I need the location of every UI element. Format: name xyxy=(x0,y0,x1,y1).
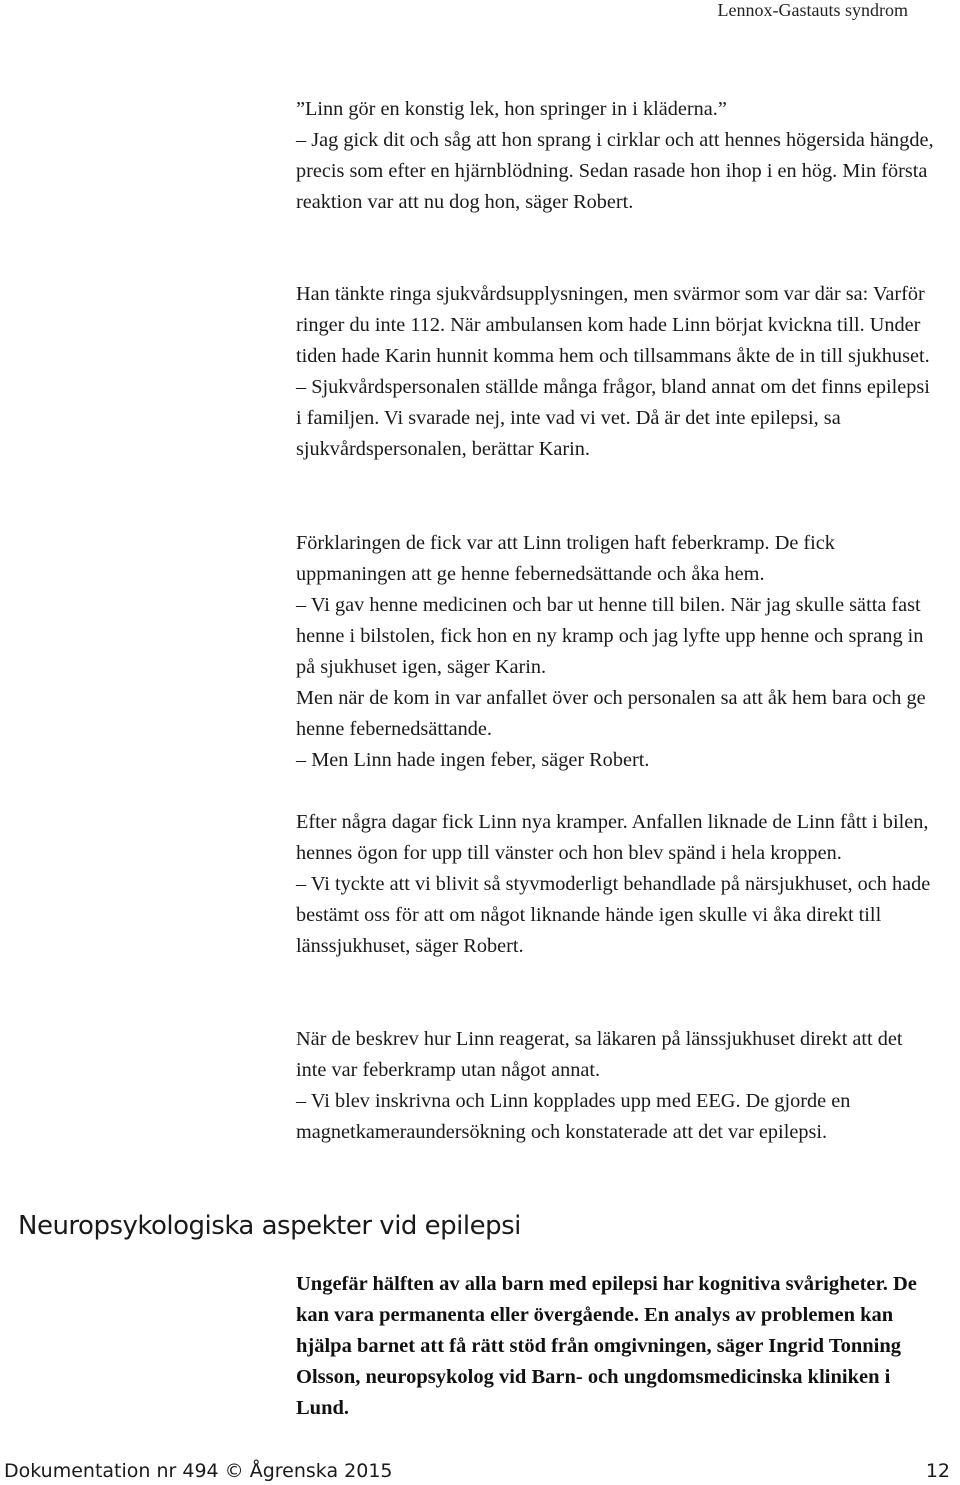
story-paragraph-4 xyxy=(296,807,936,962)
paragraph-line: Men när de kom in var anfallet över och personalen sa att åk hem bara och ge henne febernedsättande. xyxy=(296,687,926,740)
paragraph-line: När de beskrev hur Linn reagerat, sa läkaren på länssjukhuset direkt att det inte var feberkramp utan något annat. xyxy=(296,1028,903,1081)
page-number: 12 xyxy=(925,1460,950,1482)
paragraph-line: – Sjukvårdspersonalen ställde många frågor, bland annat om det finns epilepsi i familjen. Vi svarade nej, inte vad vi vet. Då är det inte epilepsi, sa sjukvårdspersonalen, berättar Karin. xyxy=(296,376,930,460)
paragraph-line: – Vi tyckte att vi blivit så styvmoderligt behandlade på närsjukhuset, och hade bestämt oss för att om något liknande hände igen skulle vi åka direkt till länssjukhuset, säger Robert. xyxy=(296,873,931,957)
section-heading: Neuropsykologiska aspekter vid epilepsi xyxy=(18,1211,521,1241)
footer-doc-info: Dokumentation nr 494 © Ågrenska 2015 xyxy=(4,1460,393,1482)
paragraph-line: Han tänkte ringa sjukvårdsupplysningen, men svärmor som var där sa: Varför ringer du inte 112. När ambulansen kom hade Linn börjat kvickna till. Under tiden hade Karin hunnit komma hem och tillsammans åkte de in till sjukhuset. xyxy=(296,283,930,367)
story-paragraph-3 xyxy=(296,528,936,776)
paragraph-line: – Vi blev inskrivna och Linn kopplades upp med EEG. De gjorde en magnetkameraundersökning och konstaterade att det var epilepsi. xyxy=(296,1090,851,1143)
paragraph-line: ”Linn gör en konstig lek, hon springer in i kläderna.” xyxy=(296,98,727,120)
story-paragraph-1 xyxy=(296,94,936,218)
paragraph-line: – Men Linn hade ingen feber, säger Robert. xyxy=(296,749,650,771)
paragraph-line: – Vi gav henne medicinen och bar ut henne till bilen. När jag skulle sätta fast henne i bilstolen, fick hon en ny kramp och jag lyfte upp henne och sprang in på sjukhuset igen, säger Karin. xyxy=(296,594,924,678)
paragraph-line: Förklaringen de fick var att Linn troligen haft feberkramp. De fick uppmaningen att ge henne febernedsättande och åka hem. xyxy=(296,532,835,585)
story-paragraph-5 xyxy=(296,1024,936,1148)
story-paragraph-2 xyxy=(296,279,936,465)
paragraph-line: Efter några dagar fick Linn nya kramper. Anfallen liknade de Linn fått i bilen, hennes ögon for upp till vänster och hon blev spänd i hela kroppen. xyxy=(296,811,929,864)
paragraph-line: – Jag gick dit och såg att hon sprang i cirklar och att hennes högersida hängde, precis som efter en hjärnblödning. Sedan rasade hon ihop i en hög. Min första reaktion var att nu dog hon, säger Robert. xyxy=(296,129,934,213)
running-header: Lennox-Gastauts syndrom xyxy=(717,0,908,20)
section-lead: Ungefär hälften av alla barn med epilepsi har kognitiva svårigheter. De kan vara permanenta eller övergående. En analys av problemen kan hjälpa barnet att få rätt stöd från omgivningen, säger Ingrid Tonning Olsson, neuropsykolog vid Barn- och ungdomsmedicinska kliniken i Lund. xyxy=(296,1273,917,1419)
